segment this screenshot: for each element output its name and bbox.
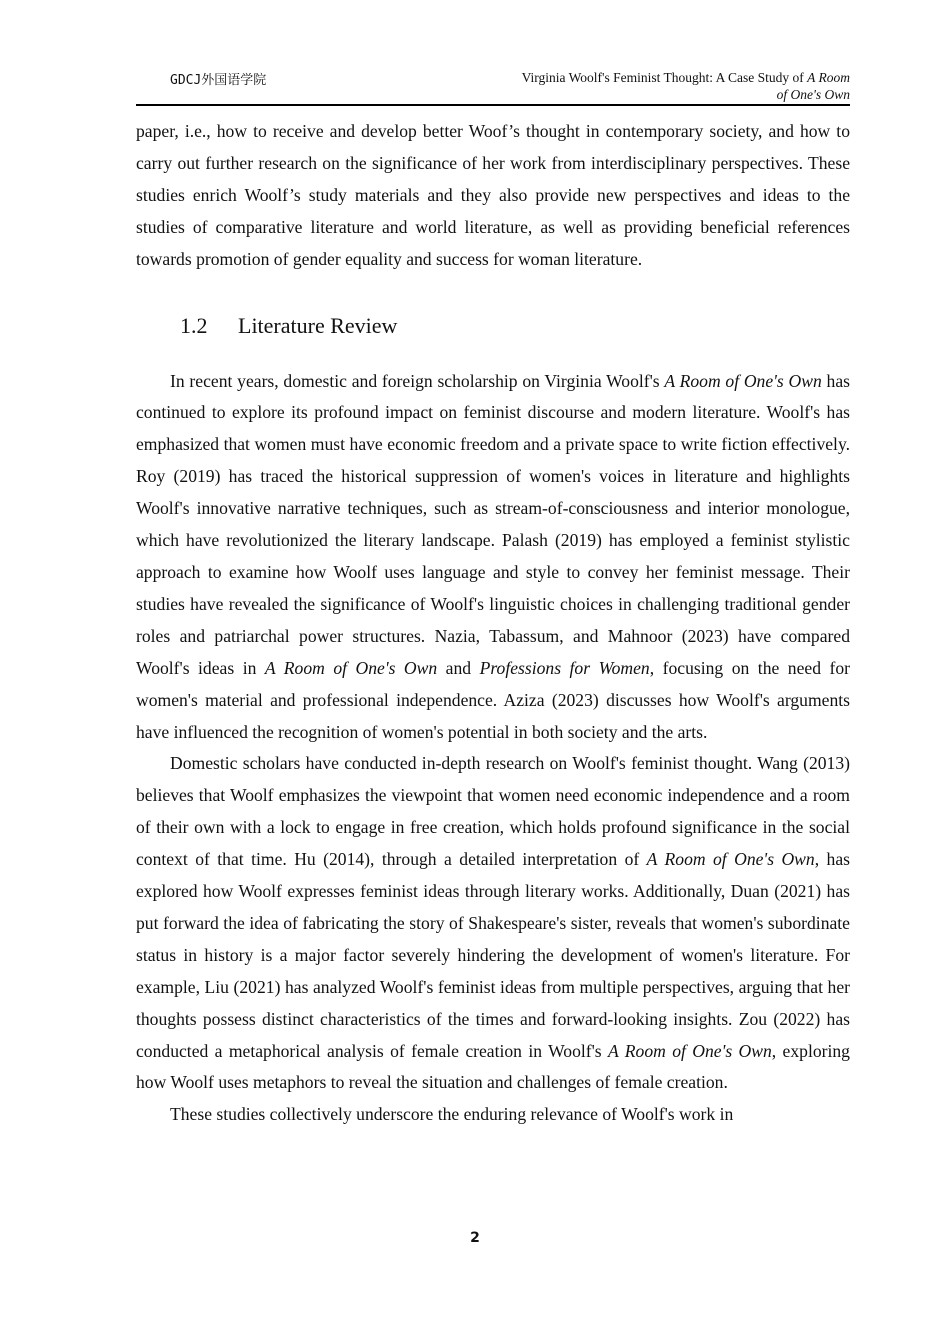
page-header: [136, 66, 850, 106]
paragraph-1-text-2: has continued to explore its profound impact on feminist discourse and modern literature. Woolf's has emphasized that women must have economic freedom and a private space to write fiction effectively. Roy (2019) has traced the historical suppression of women's voices in literature and highlights Woolf's innovative narrative techniques, such as stream-of-consciousness and interior monologue, which have revolutionized the literary landscape. Palash (2019) has employed a feminist stylistic approach to examine how Woolf uses language and style to convey her feminist message. Their studies have revealed the significance of Woolf's linguistic choices in challenging traditional gender roles and patriarchal power structures. Nazia, Tabassum, and Mahnoor (2023) have compared Woolf's ideas in: [136, 370, 850, 678]
document-body: [136, 116, 850, 1131]
book-title-italic: A Room of One's Own: [646, 849, 815, 870]
paragraph-1-text-4: , focusing on the need for women's material and professional independence. Aziza (2023) discusses how Woolf's arguments have influenced the recognition of women's potential in both society and the arts.: [136, 657, 851, 742]
page-number: 2: [470, 1230, 480, 1246]
section-heading: [136, 306, 850, 366]
header-title-plain: Virginia Woolf's Feminist Thought: A Case Study of: [521, 70, 808, 85]
section-title: Literature Review: [238, 312, 398, 338]
header-title-italic-2: of One's Own: [776, 87, 850, 102]
paragraph-2-text-1: Domestic scholars have conducted in-depth research on Woolf's feminist thought. Wang (2013) believes that Woolf emphasizes the viewpoint that women need economic independence and a room of their own with a lock to engage in free creation, which holds profound significance in the social context of that time. Hu (2014), through a detailed interpretation of: [136, 753, 850, 870]
book-title-italic: A Room of One's Own: [608, 1040, 772, 1061]
intro-paragraph: paper, i.e., how to receive and develop better Woof’s thought in contemporary society, and how to carry out further research on the significance of her work from interdisciplinary perspectives. These studies enrich Woolf’s study materials and they also provide new perspectives and ideas to the studies of comparative literature and world literature, as well as providing beneficial references towards promotion of gender equality and success for woman literature.: [136, 121, 850, 269]
header-title-italic-1: A Room: [807, 70, 850, 85]
paragraph-2-text-2: , has explored how Woolf expresses feminist ideas through literary works. Additionally, Duan (2021) has put forward the idea of fabricating the story of Shakespeare's sister, reveals that women's subordinate status in history is a major factor severely hindering the development of women's literature. For example, Liu (2021) has analyzed Woolf's feminist ideas from multiple perspectives, arguing that her thoughts possess distinct characteristics of the times and forward-looking insights. Zou (2022) has conducted a metaphorical analysis of female creation in Woolf's: [136, 849, 850, 1061]
paragraph-3: These studies collectively underscore the enduring relevance of Woolf's work in: [170, 1104, 734, 1125]
header-institution: GDCJ外国语学院: [170, 73, 267, 88]
book-title-italic: A Room of One's Own: [664, 370, 822, 391]
paragraph-1-text-1: In recent years, domestic and foreign scholarship on Virginia Woolf's: [170, 370, 665, 391]
header-title: [450, 69, 850, 103]
book-title-italic: A Room of One's Own: [264, 657, 438, 678]
paragraph-2: [136, 748, 850, 1099]
paragraph-1: [136, 366, 850, 749]
paragraph-1-text-3: and: [437, 657, 480, 678]
book-title-italic: Professions for Women: [479, 657, 650, 678]
paragraph-2-text-3: , exploring how Woolf uses metaphors to reveal the situation and challenges of female creation.: [136, 1040, 850, 1093]
section-number: 1.2: [180, 312, 208, 338]
